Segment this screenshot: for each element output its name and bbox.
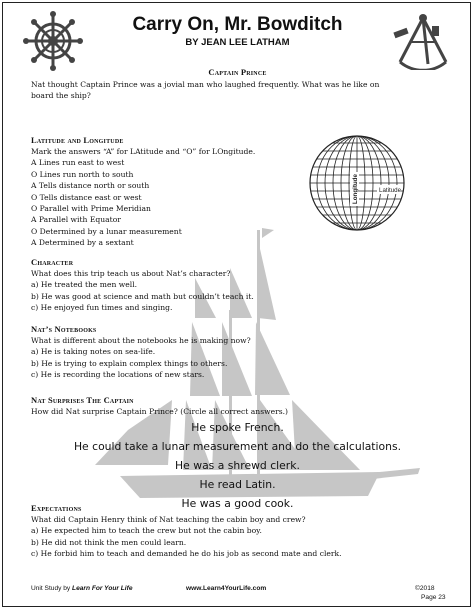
answer-option[interactable]: b) He did not think the men could learn.: [31, 537, 187, 547]
credit-prefix: Unit Study by: [31, 585, 73, 592]
answer-option[interactable]: c) He enjoyed fun times and singing.: [31, 303, 173, 313]
website-link[interactable]: www.Learn4YourLife.com: [186, 585, 267, 592]
circle-answer[interactable]: He was a shrewd clerk.: [175, 459, 300, 472]
circle-answer[interactable]: He read Latin.: [199, 478, 276, 491]
circle-answer[interactable]: He spoke French.: [191, 421, 284, 434]
answer-option[interactable]: a) He expected him to teach the crew but not the cabin boy.: [31, 526, 262, 536]
latlong-heading: Latitude and Longitude: [31, 135, 124, 145]
longitude-label: Longitude: [352, 174, 359, 204]
surprises-heading: Nat Surprises The Captain: [31, 395, 134, 405]
copyright: ©2018: [415, 585, 435, 592]
latlong-item: O Determined by a lunar measurement: [31, 226, 182, 236]
latlong-list: [31, 146, 255, 249]
latlong-item: O Lines run north to south: [31, 169, 134, 179]
notebooks-heading: Nat’s Notebooks: [31, 324, 97, 334]
latlong-instruction: Mark the answers “A” for LAtitude and “O” for LOngitude.: [31, 147, 256, 156]
answer-option[interactable]: c) He forbid him to teach and demanded he do his job as second mate and clerk.: [31, 549, 342, 559]
circle-answer[interactable]: He was a good cook.: [181, 497, 294, 510]
unit-study-credit: [31, 585, 133, 592]
circle-answer[interactable]: He could take a lunar measurement and do the calculations.: [73, 440, 402, 453]
latlong-item: A Tells distance north or south: [31, 181, 150, 191]
page-number: Page 23: [421, 594, 446, 601]
page-title: Carry On, Mr. Bowditch: [132, 14, 343, 35]
captain-prince-question: [31, 79, 379, 102]
answer-option[interactable]: b) He was good at science and math but couldn’t teach it.: [31, 291, 254, 301]
captain-prince-heading: Captain Prince: [208, 67, 267, 77]
question-line: Nat thought Captain Prince was a jovial man who laughed frequently. What was he like on: [31, 80, 380, 89]
notebooks-question: What is different about the notebooks he is making now?: [31, 336, 251, 345]
latlong-item: O Parallel with Prime Meridian: [31, 204, 151, 214]
character-heading: Character: [31, 257, 74, 267]
latlong-item: A Determined by a sextant: [31, 238, 134, 248]
answer-option[interactable]: c) He is recording the locations of new stars.: [31, 370, 205, 380]
latlong-item: A Parallel with Equator: [31, 215, 121, 225]
latitude-label: Latitude: [379, 187, 402, 194]
expectations-heading: Expectations: [31, 503, 82, 513]
character-list: [31, 268, 254, 314]
question-line: board the ship?: [31, 91, 91, 101]
answer-option[interactable]: b) He is trying to explain complex things to others.: [31, 358, 228, 368]
answer-option[interactable]: a) He is taking notes on sea-life.: [31, 347, 156, 357]
surprises-answers: [60, 418, 415, 513]
answer-option[interactable]: a) He treated the men well.: [31, 280, 138, 290]
latlong-item: A Lines run east to west: [31, 158, 125, 168]
character-question: What does this trip teach us about Nat’s character?: [31, 269, 231, 278]
latlong-item: O Tells distance east or west: [31, 192, 142, 202]
expectations-question: What did Captain Henry think of Nat teaching the cabin boy and crew?: [31, 515, 306, 524]
credit-brand: Learn For Your Life: [72, 585, 133, 592]
expectations-list: [31, 514, 342, 560]
surprises-question: How did Nat surprise Captain Prince? (Circle all correct answers.): [31, 407, 288, 416]
globe-grid-diagram: [306, 132, 408, 234]
notebooks-list: [31, 335, 251, 381]
author-line: BY JEAN LEE LATHAM: [185, 37, 290, 48]
